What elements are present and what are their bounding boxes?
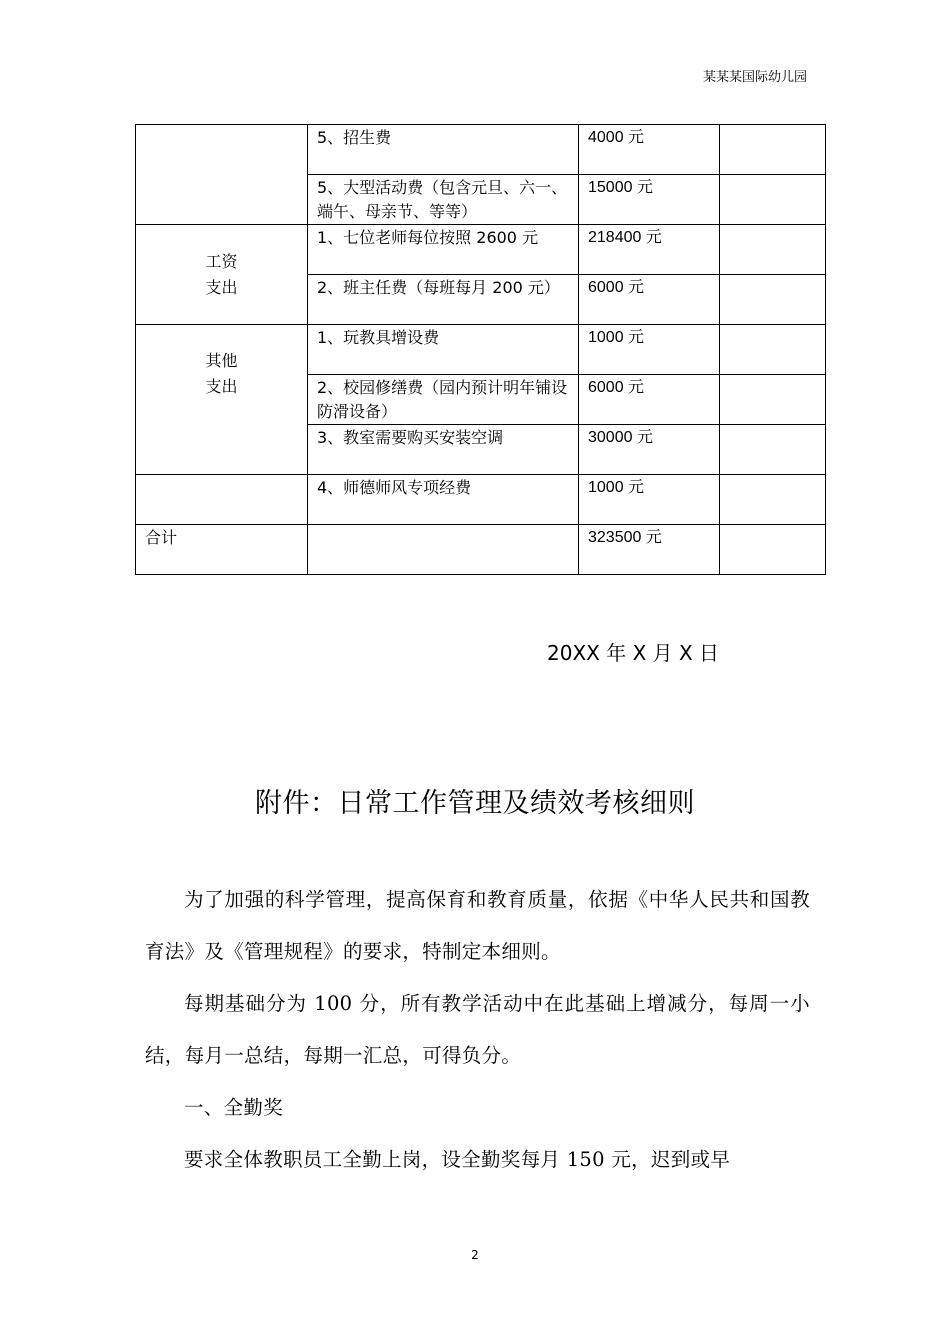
table-cell-item: 5、大型活动费（包含元旦、六一、端午、母亲节、等等） [308,175,579,225]
table-cell-amount: 6000 元 [579,375,720,425]
table-cell-empty [308,525,579,575]
table-cell-category-other [136,325,308,475]
table-cell-empty [720,175,826,225]
table-cell-total-amount: 323500 元 [579,525,720,575]
table-cell-empty [720,525,826,575]
category-other-line1: 其他 [205,350,238,370]
table-cell-item: 2、校园修缮费（园内预计明年铺设防滑设备） [308,375,579,425]
table-row-total [136,525,826,575]
table-row [136,475,826,525]
table-row [136,125,826,175]
table-cell-category-empty [136,475,308,525]
table-row [136,325,826,375]
table-cell-amount: 218400 元 [579,225,720,275]
table-cell-empty [720,225,826,275]
table-cell-empty [720,425,826,475]
table-cell-item: 3、教室需要购买安装空调 [308,425,579,475]
table-cell-amount: 30000 元 [579,425,720,475]
table-cell-amount: 6000 元 [579,275,720,325]
table-cell-amount: 15000 元 [579,175,720,225]
paragraph-base-score: 每期基础分为 100 分，所有教学活动中在此基础上增减分，每周一小结，每月一总结，每期一汇总，可得负分。 [145,992,810,1067]
table-cell-empty [720,125,826,175]
section-heading-attendance: 一、全勤奖 [184,1096,284,1119]
table-cell-item: 1、七位老师每位按照 2600 元 [308,225,579,275]
document-date: 20XX 年 X 月 X 日 [547,641,720,665]
table-cell-empty [720,325,826,375]
table-row [136,225,826,275]
table-cell-total-label: 合计 [136,525,308,575]
table-cell-amount: 1000 元 [579,325,720,375]
category-salary-line1: 工资 [205,251,238,271]
table-cell-amount: 1000 元 [579,475,720,525]
table-cell-item: 5、招生费 [308,125,579,175]
appendix-title: 附件：日常工作管理及绩效考核细则 [255,788,695,819]
table-cell-category-empty [136,125,308,225]
page-number: 2 [471,1248,479,1262]
table-cell-empty [720,375,826,425]
paragraph-attendance: 要求全体教职员工全勤上岗，设全勤奖每月 150 元，迟到或早 [184,1148,731,1171]
table-cell-empty [720,475,826,525]
category-salary-line2: 支出 [205,277,238,297]
table-cell-item: 4、师德师风专项经费 [308,475,579,525]
header-org-name: 某某某国际幼儿园 [702,70,807,85]
budget-table [135,124,826,575]
paragraph-intro: 为了加强的科学管理，提高保育和教育质量，依据《中华人民共和国教育法》及《管理规程》的要求，特制定本细则。 [145,888,810,963]
table-cell-empty [720,275,826,325]
category-other-line2: 支出 [205,376,238,396]
table-cell-amount: 4000 元 [579,125,720,175]
table-cell-item: 1、玩教具增设费 [308,325,579,375]
table-cell-category-salary [136,225,308,325]
table-cell-item: 2、班主任费（每班每月 200 元） [308,275,579,325]
